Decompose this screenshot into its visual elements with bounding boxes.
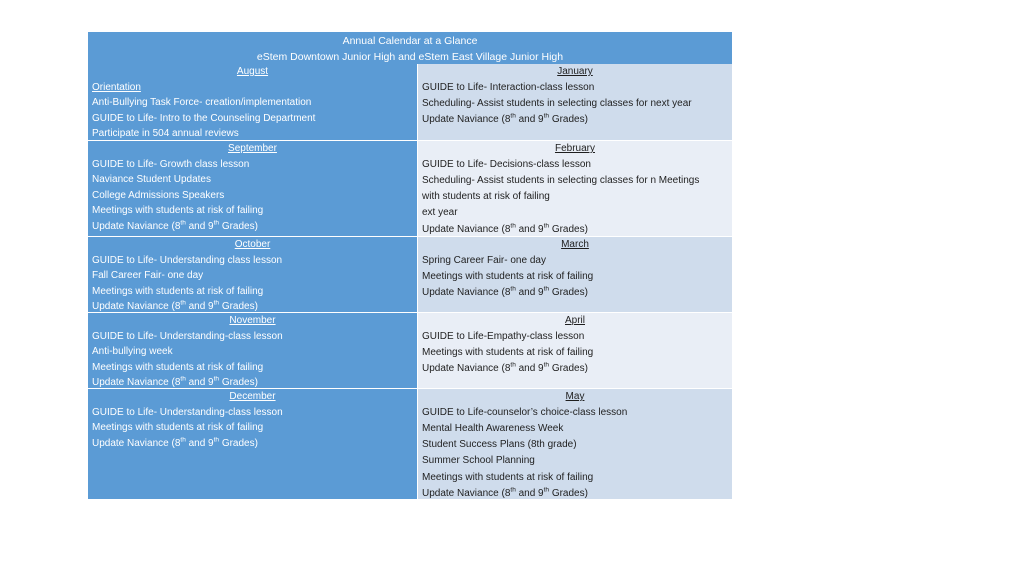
list-item: Orientation [92, 81, 141, 93]
month-label: August [236, 66, 269, 77]
list-item: ext year [422, 207, 458, 219]
month-cell-august [88, 64, 418, 140]
list-item: Anti-bullying week [92, 346, 173, 357]
list-item: GUIDE to Life- Decisions-class lesson [422, 158, 591, 170]
naviance-update-item: Update Naviance (8th and 9th Grades) [422, 486, 588, 499]
month-cell-february [418, 140, 732, 236]
month-cell-march [418, 236, 732, 312]
list-item: GUIDE to Life- Growth class lesson [92, 158, 250, 170]
month-label: January [557, 66, 593, 77]
list-item: Fall Career Fair- one day [92, 270, 204, 281]
month-cell-may [418, 388, 732, 499]
list-item: Naviance Student Updates [92, 174, 211, 185]
naviance-update-item: Update Naviance (8th and 9th Grades) [92, 219, 258, 232]
naviance-update-item: Update Naviance (8th and 9th Grades) [422, 361, 588, 375]
calendar-row [88, 312, 732, 388]
naviance-update-item: Update Naviance (8th and 9th Grades) [422, 285, 588, 299]
month-label: December [229, 391, 276, 402]
month-cell-april [418, 312, 732, 388]
calendar-row [88, 140, 732, 236]
list-item: Meetings with students at risk of failing [422, 471, 594, 483]
list-item: GUIDE to Life- Understanding class lesson [92, 254, 283, 266]
list-item: Scheduling- Assist students in selecting classes for n Meetings [422, 174, 700, 186]
calendar-title: Annual Calendar at a Glance [342, 35, 478, 47]
calendar-row [88, 236, 732, 312]
list-item: GUIDE to Life-Empathy-class lesson [422, 330, 585, 342]
list-item: College Admissions Speakers [92, 189, 225, 201]
calendar-row [88, 64, 732, 140]
month-cell-january [418, 64, 732, 140]
list-item: Summer School Planning [422, 455, 535, 467]
list-item: Meetings with students at risk of failing [422, 346, 594, 358]
naviance-update-item: Update Naviance (8th and 9th Grades) [92, 436, 258, 449]
naviance-update-item: Update Naviance (8th and 9th Grades) [422, 112, 588, 126]
annual-calendar [88, 32, 732, 499]
naviance-update-item: Update Naviance (8th and 9th Grades) [92, 299, 258, 312]
month-label: February [554, 143, 595, 154]
list-item: GUIDE to Life- Intro to the Counseling Department [92, 112, 316, 124]
month-label: September [228, 143, 277, 154]
month-cell-october [88, 236, 418, 312]
month-label: November [229, 315, 276, 326]
list-item: GUIDE to Life- Interaction-class lesson [422, 81, 595, 93]
naviance-update-item: Update Naviance (8th and 9th Grades) [92, 375, 258, 388]
list-item: with students at risk of failing [422, 191, 550, 203]
calendar-row [88, 388, 732, 499]
naviance-update-item: Update Naviance (8th and 9th Grades) [422, 222, 588, 235]
list-item: Participate in 504 annual reviews [92, 128, 239, 139]
list-item: GUIDE to Life- Understanding-class lesson [92, 406, 283, 418]
month-cell-november [88, 312, 418, 388]
month-label: October [234, 239, 271, 250]
month-label: May [565, 391, 585, 402]
month-label: April [564, 315, 585, 326]
list-item: Anti-Bullying Task Force- creation/implementation [92, 97, 312, 108]
list-item: Meetings with students at risk of failing [422, 270, 594, 282]
list-item: GUIDE to Life- Understanding-class lesson [92, 330, 283, 342]
list-item: Meetings with students at risk of failing [92, 205, 264, 216]
list-item: Student Success Plans (8th grade) [422, 439, 577, 451]
calendar-subtitle: eStem Downtown Junior High and eStem East Village Junior High [256, 51, 564, 63]
list-item: Meetings with students at risk of failing [92, 285, 264, 297]
list-item: Meetings with students at risk of failing [92, 422, 264, 433]
list-item: Mental Health Awareness Week [422, 422, 564, 434]
month-cell-september [88, 140, 418, 236]
list-item: GUIDE to Life-counselor’s choice-class lesson [422, 406, 628, 418]
list-item: Spring Career Fair- one day [422, 254, 546, 266]
calendar-header [88, 32, 732, 64]
list-item: Scheduling- Assist students in selecting classes for next year [422, 97, 692, 109]
list-item: Meetings with students at risk of failing [92, 361, 264, 373]
month-cell-december [88, 388, 418, 499]
month-label: March [561, 239, 589, 250]
